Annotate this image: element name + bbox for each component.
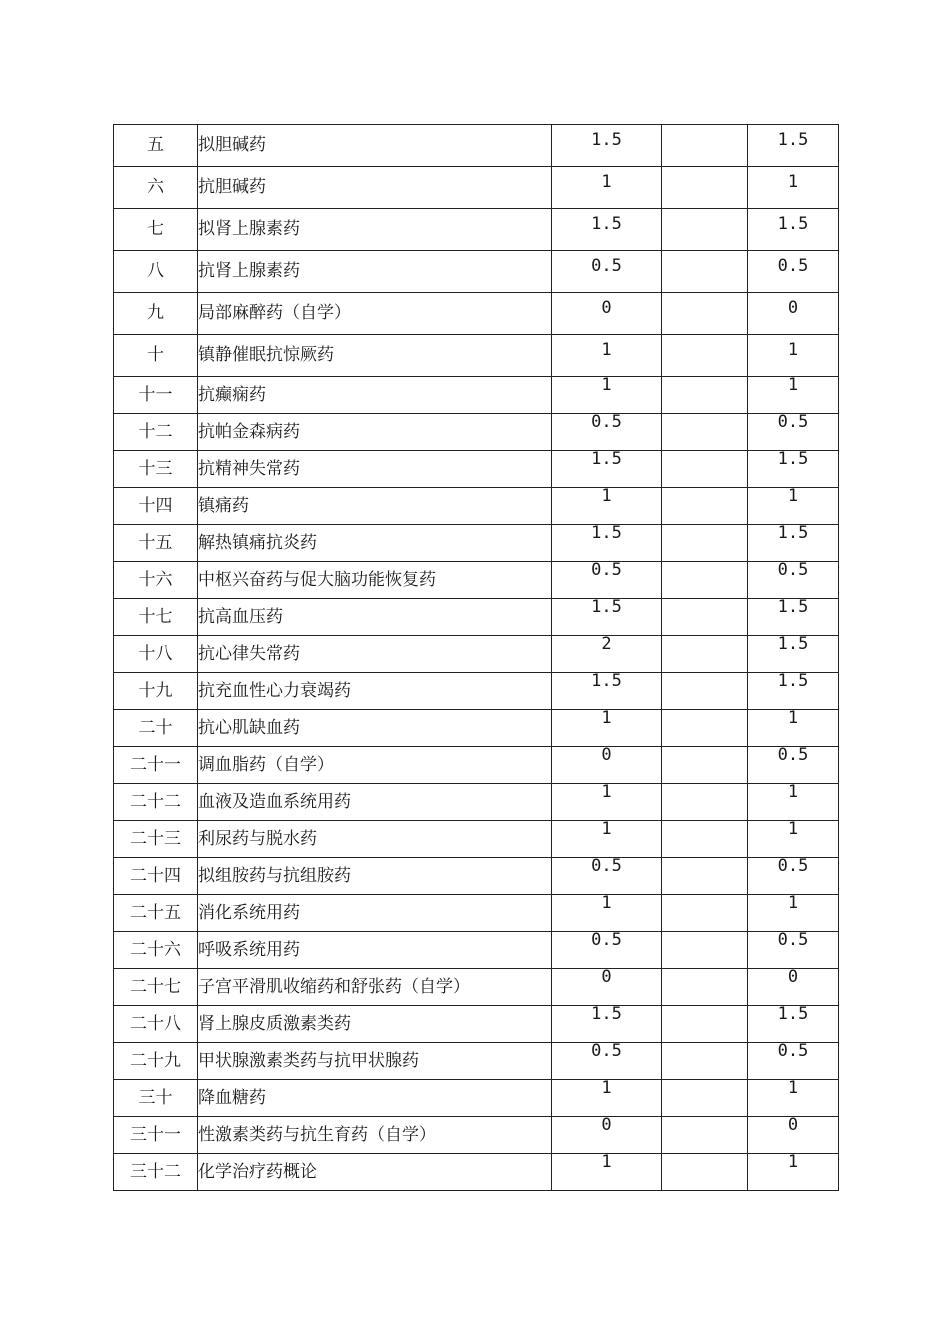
table-row	[114, 858, 839, 895]
hours-value-cell: 1	[748, 821, 839, 858]
hours-value-cell: 0.5	[552, 414, 662, 451]
hours-value-cell: 0	[748, 1117, 839, 1154]
chapter-number-cell: 七	[114, 209, 198, 251]
empty-cell	[662, 377, 748, 414]
empty-cell	[662, 858, 748, 895]
table-row	[114, 167, 839, 209]
hours-value-cell: 1	[748, 1154, 839, 1191]
empty-cell	[662, 895, 748, 932]
chapter-number-cell: 十	[114, 335, 198, 377]
hours-value-cell: 1	[552, 895, 662, 932]
table-row	[114, 710, 839, 747]
chapter-number-cell: 二十九	[114, 1043, 198, 1080]
table-row	[114, 969, 839, 1006]
hours-value-cell: 1	[748, 488, 839, 525]
table-row	[114, 414, 839, 451]
chapter-title-cell: 肾上腺皮质激素类药	[198, 1006, 552, 1043]
chapter-title-cell: 子宫平滑肌收缩药和舒张药（自学）	[198, 969, 552, 1006]
hours-value-cell: 1.5	[748, 125, 839, 167]
empty-cell	[662, 821, 748, 858]
chapter-title-cell: 抗肾上腺素药	[198, 251, 552, 293]
empty-cell	[662, 710, 748, 747]
hours-value-cell: 0.5	[552, 932, 662, 969]
hours-value-cell: 0	[552, 747, 662, 784]
empty-cell	[662, 969, 748, 1006]
syllabus-table	[113, 124, 839, 1191]
chapter-number-cell: 十八	[114, 636, 198, 673]
empty-cell	[662, 1154, 748, 1191]
table-body	[114, 125, 839, 1191]
hours-value-cell: 1	[748, 1080, 839, 1117]
chapter-title-cell: 利尿药与脱水药	[198, 821, 552, 858]
hours-value-cell: 1	[552, 1080, 662, 1117]
chapter-title-cell: 抗癫痫药	[198, 377, 552, 414]
table-row	[114, 251, 839, 293]
chapter-title-cell: 中枢兴奋药与促大脑功能恢复药	[198, 562, 552, 599]
chapter-number-cell: 三十	[114, 1080, 198, 1117]
chapter-number-cell: 二十	[114, 710, 198, 747]
hours-value-cell: 1.5	[552, 209, 662, 251]
chapter-title-cell: 抗充血性心力衰竭药	[198, 673, 552, 710]
hours-value-cell: 0.5	[552, 562, 662, 599]
hours-value-cell: 1	[552, 710, 662, 747]
empty-cell	[662, 451, 748, 488]
hours-value-cell: 1.5	[552, 125, 662, 167]
hours-value-cell: 1.5	[748, 451, 839, 488]
chapter-title-cell: 呼吸系统用药	[198, 932, 552, 969]
hours-value-cell: 1	[748, 377, 839, 414]
chapter-number-cell: 二十八	[114, 1006, 198, 1043]
hours-value-cell: 0.5	[552, 251, 662, 293]
hours-value-cell: 0	[552, 969, 662, 1006]
empty-cell	[662, 599, 748, 636]
hours-value-cell: 0.5	[748, 1043, 839, 1080]
table-row	[114, 377, 839, 414]
chapter-title-cell: 降血糖药	[198, 1080, 552, 1117]
hours-value-cell: 1	[748, 335, 839, 377]
table-row	[114, 525, 839, 562]
chapter-number-cell: 二十四	[114, 858, 198, 895]
hours-value-cell: 1	[552, 821, 662, 858]
table-row	[114, 895, 839, 932]
chapter-number-cell: 二十三	[114, 821, 198, 858]
table-row	[114, 335, 839, 377]
hours-value-cell: 1	[552, 1154, 662, 1191]
hours-value-cell: 0.5	[748, 932, 839, 969]
hours-value-cell: 1	[552, 488, 662, 525]
chapter-title-cell: 解热镇痛抗炎药	[198, 525, 552, 562]
chapter-number-cell: 十六	[114, 562, 198, 599]
chapter-title-cell: 抗精神失常药	[198, 451, 552, 488]
empty-cell	[662, 335, 748, 377]
hours-value-cell: 1.5	[552, 1006, 662, 1043]
chapter-number-cell: 十二	[114, 414, 198, 451]
chapter-title-cell: 调血脂药（自学）	[198, 747, 552, 784]
chapter-number-cell: 十一	[114, 377, 198, 414]
chapter-number-cell: 三十二	[114, 1154, 198, 1191]
hours-value-cell: 1.5	[552, 599, 662, 636]
table-row	[114, 747, 839, 784]
hours-value-cell: 1.5	[552, 451, 662, 488]
chapter-title-cell: 甲状腺激素类药与抗甲状腺药	[198, 1043, 552, 1080]
hours-value-cell: 0	[748, 293, 839, 335]
chapter-number-cell: 二十七	[114, 969, 198, 1006]
empty-cell	[662, 125, 748, 167]
empty-cell	[662, 525, 748, 562]
chapter-number-cell: 五	[114, 125, 198, 167]
table-row	[114, 932, 839, 969]
hours-value-cell: 1	[748, 710, 839, 747]
hours-value-cell: 0.5	[552, 858, 662, 895]
table-row	[114, 293, 839, 335]
hours-value-cell: 1	[552, 784, 662, 821]
hours-value-cell: 1.5	[552, 525, 662, 562]
empty-cell	[662, 636, 748, 673]
chapter-title-cell: 血液及造血系统用药	[198, 784, 552, 821]
table-row	[114, 1043, 839, 1080]
chapter-title-cell: 抗高血压药	[198, 599, 552, 636]
hours-value-cell: 1.5	[748, 525, 839, 562]
empty-cell	[662, 1043, 748, 1080]
hours-value-cell: 1.5	[748, 673, 839, 710]
hours-value-cell: 1	[552, 377, 662, 414]
chapter-title-cell: 局部麻醉药（自学）	[198, 293, 552, 335]
empty-cell	[662, 209, 748, 251]
empty-cell	[662, 251, 748, 293]
hours-value-cell: 1	[748, 895, 839, 932]
chapter-title-cell: 化学治疗药概论	[198, 1154, 552, 1191]
hours-value-cell: 1	[748, 784, 839, 821]
chapter-title-cell: 抗帕金森病药	[198, 414, 552, 451]
table-row	[114, 673, 839, 710]
hours-value-cell: 0.5	[748, 562, 839, 599]
chapter-title-cell: 拟胆碱药	[198, 125, 552, 167]
hours-value-cell: 0.5	[748, 251, 839, 293]
table-row	[114, 599, 839, 636]
hours-value-cell: 1.5	[748, 1006, 839, 1043]
table-row	[114, 1154, 839, 1191]
chapter-title-cell: 抗胆碱药	[198, 167, 552, 209]
hours-value-cell: 1.5	[748, 209, 839, 251]
chapter-number-cell: 十五	[114, 525, 198, 562]
empty-cell	[662, 562, 748, 599]
empty-cell	[662, 747, 748, 784]
chapter-title-cell: 镇痛药	[198, 488, 552, 525]
empty-cell	[662, 1080, 748, 1117]
chapter-number-cell: 二十一	[114, 747, 198, 784]
hours-value-cell: 0	[748, 969, 839, 1006]
empty-cell	[662, 784, 748, 821]
empty-cell	[662, 488, 748, 525]
chapter-title-cell: 性激素类药与抗生育药（自学）	[198, 1117, 552, 1154]
chapter-title-cell: 消化系统用药	[198, 895, 552, 932]
chapter-title-cell: 镇静催眠抗惊厥药	[198, 335, 552, 377]
hours-value-cell: 1.5	[552, 673, 662, 710]
chapter-number-cell: 二十六	[114, 932, 198, 969]
hours-value-cell: 0.5	[748, 414, 839, 451]
empty-cell	[662, 167, 748, 209]
empty-cell	[662, 932, 748, 969]
hours-value-cell: 0.5	[552, 1043, 662, 1080]
table-row	[114, 636, 839, 673]
table-row	[114, 784, 839, 821]
empty-cell	[662, 1006, 748, 1043]
chapter-number-cell: 十三	[114, 451, 198, 488]
table-row	[114, 1006, 839, 1043]
chapter-number-cell: 二十二	[114, 784, 198, 821]
chapter-number-cell: 三十一	[114, 1117, 198, 1154]
chapter-title-cell: 拟肾上腺素药	[198, 209, 552, 251]
hours-value-cell: 1	[552, 167, 662, 209]
table-row	[114, 125, 839, 167]
table-row	[114, 1117, 839, 1154]
table-row	[114, 1080, 839, 1117]
empty-cell	[662, 414, 748, 451]
chapter-number-cell: 六	[114, 167, 198, 209]
chapter-number-cell: 十九	[114, 673, 198, 710]
table-row	[114, 821, 839, 858]
hours-value-cell: 1	[748, 167, 839, 209]
hours-value-cell: 1	[552, 335, 662, 377]
hours-value-cell: 0.5	[748, 747, 839, 784]
chapter-title-cell: 抗心律失常药	[198, 636, 552, 673]
hours-value-cell: 1.5	[748, 599, 839, 636]
chapter-title-cell: 抗心肌缺血药	[198, 710, 552, 747]
hours-value-cell: 1.5	[748, 636, 839, 673]
hours-value-cell: 2	[552, 636, 662, 673]
empty-cell	[662, 293, 748, 335]
chapter-number-cell: 二十五	[114, 895, 198, 932]
hours-value-cell: 0	[552, 1117, 662, 1154]
hours-value-cell: 0.5	[748, 858, 839, 895]
empty-cell	[662, 1117, 748, 1154]
table-row	[114, 488, 839, 525]
chapter-number-cell: 九	[114, 293, 198, 335]
chapter-number-cell: 十七	[114, 599, 198, 636]
table-row	[114, 209, 839, 251]
hours-value-cell: 0	[552, 293, 662, 335]
chapter-number-cell: 八	[114, 251, 198, 293]
chapter-title-cell: 拟组胺药与抗组胺药	[198, 858, 552, 895]
empty-cell	[662, 673, 748, 710]
table-row	[114, 562, 839, 599]
table-row	[114, 451, 839, 488]
chapter-number-cell: 十四	[114, 488, 198, 525]
